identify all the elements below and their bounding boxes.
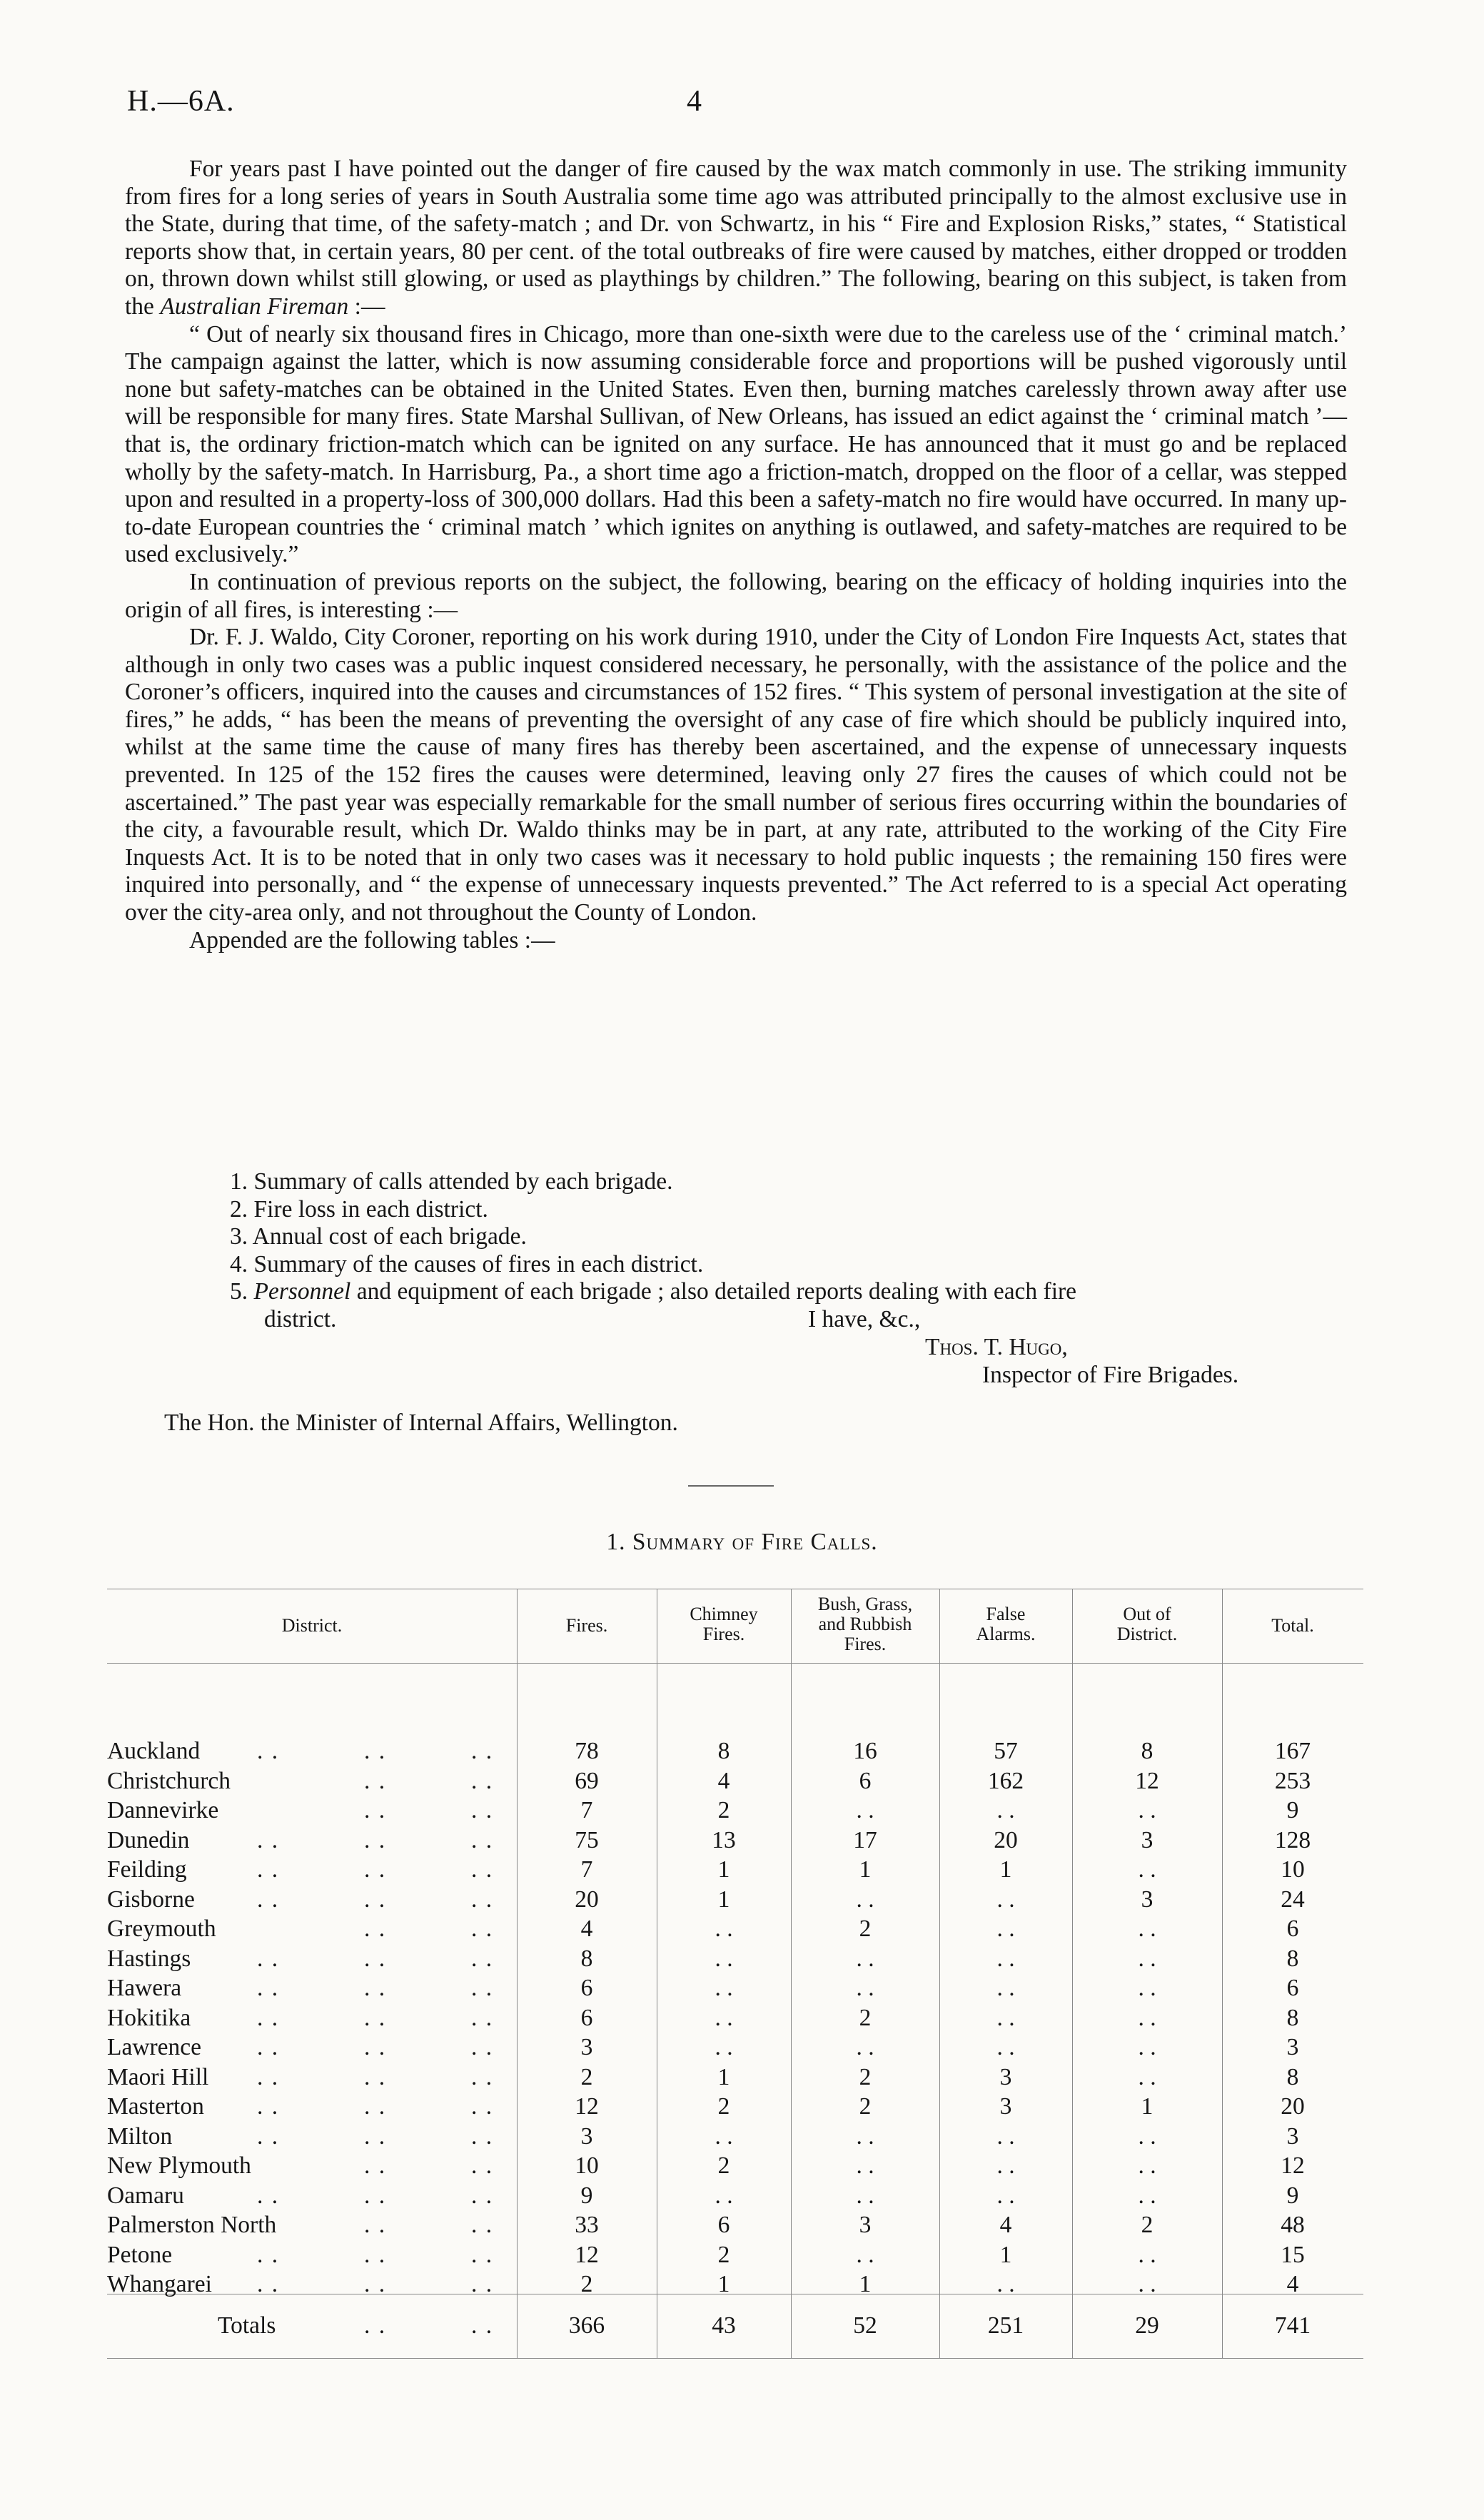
col-head-district: District. — [281, 1615, 343, 1636]
cell-chimney: 4 — [717, 1767, 730, 1794]
leader-dots: . . — [364, 1738, 387, 1764]
section-divider — [688, 1485, 774, 1487]
district-name: Feilding — [107, 1856, 187, 1883]
district-name: Gisborne — [107, 1886, 195, 1913]
table-row — [107, 2271, 1363, 2299]
totals-false: 251 — [987, 2312, 1024, 2339]
leader-dots: . . — [471, 2152, 494, 2179]
paragraph-appended: Appended are the following tables :— — [189, 926, 555, 953]
cell-fires: 33 — [575, 2212, 599, 2238]
col-head-total: Total. — [1271, 1615, 1314, 1636]
cell-out: . . — [1138, 2241, 1156, 2268]
district-name: Dunedin — [107, 1826, 190, 1853]
totals-fires: 366 — [568, 2312, 605, 2339]
totals-total: 741 — [1274, 2312, 1311, 2339]
district-name: Auckland — [107, 1738, 201, 1764]
cell-bush: 6 — [859, 1767, 872, 1794]
leader-dots: . . — [364, 2004, 387, 2031]
district-name: New Plymouth — [107, 2152, 251, 2179]
cell-false: 1 — [999, 2241, 1012, 2268]
leader-dots: . . — [471, 1975, 494, 2001]
report-body — [125, 156, 1347, 954]
leader-dots: . . — [257, 1826, 280, 1853]
cell-chimney: . . — [715, 1975, 733, 2001]
table-row — [107, 2152, 1363, 2181]
cell-total: 167 — [1274, 1738, 1311, 1764]
leader-dots: . . — [257, 2122, 280, 2150]
cell-fires: 8 — [580, 1945, 593, 1972]
totals-chimney: 43 — [712, 2312, 736, 2339]
leader-dots: . . — [364, 2212, 387, 2238]
cell-total: 8 — [1286, 1945, 1299, 1972]
cell-total: 6 — [1286, 1916, 1299, 1942]
header-rule — [107, 1663, 1363, 1664]
cell-chimney: 1 — [717, 1856, 730, 1883]
leader-dots: . . — [257, 2034, 280, 2060]
leader-dots: . . — [364, 1856, 387, 1883]
leader-dots: . . — [257, 2004, 280, 2031]
cell-fires: 6 — [580, 2004, 593, 2031]
table-row — [107, 2064, 1363, 2093]
leader-dots: . . — [364, 1826, 387, 1853]
leader-dots: . . — [471, 2004, 494, 2031]
leader-dots: . . — [257, 1856, 280, 1883]
cell-total: 8 — [1286, 2004, 1299, 2031]
cell-bush: 1 — [859, 1856, 872, 1883]
leader-dots: . . — [471, 1826, 494, 1853]
cell-chimney: 2 — [717, 2093, 730, 2120]
list-item: 2. Fire loss in each district. — [230, 1195, 488, 1223]
cell-out: . . — [1138, 2152, 1156, 2179]
cell-bush: . . — [856, 2122, 874, 2150]
cell-fires: 20 — [575, 1886, 599, 1913]
cell-out: . . — [1138, 1856, 1156, 1883]
cell-fires: 75 — [575, 1826, 599, 1853]
cell-total: 48 — [1281, 2212, 1305, 2238]
table-row — [107, 2212, 1363, 2240]
district-name: Whangarei — [107, 2271, 212, 2297]
table-row — [107, 1797, 1363, 1826]
district-name: Palmerston North — [107, 2212, 277, 2238]
cell-chimney: 1 — [717, 2063, 730, 2090]
cell-out: 12 — [1135, 1767, 1159, 1794]
table-row — [107, 1827, 1363, 1856]
cell-total: 6 — [1286, 1975, 1299, 2001]
cell-fires: 12 — [575, 2093, 599, 2120]
closing-line: I have, &c., — [808, 1306, 921, 1332]
cell-total: 3 — [1286, 2122, 1299, 2150]
list-item: 5. Personnel and equipment of each brigade ; also detailed reports dealing with each fire — [230, 1278, 1077, 1305]
cell-out: . . — [1138, 1945, 1156, 1972]
leader-dots: . . — [471, 1916, 494, 1942]
leader-dots: . . — [364, 2093, 387, 2120]
cell-chimney: . . — [715, 1945, 733, 1972]
cell-false: 162 — [987, 1767, 1024, 1794]
district-name: Hawera — [107, 1975, 182, 2001]
appended-tables-list — [230, 1168, 1347, 1334]
cell-chimney: 1 — [717, 2271, 730, 2297]
table-row — [107, 1886, 1363, 1915]
table-title: 1. Summary of Fire Calls. — [606, 1529, 878, 1555]
leader-dots: . . — [471, 2182, 494, 2209]
cell-false: . . — [996, 1797, 1015, 1823]
cell-out: . . — [1138, 2122, 1156, 2150]
cell-false: . . — [996, 2182, 1015, 2209]
cell-total: 12 — [1281, 2152, 1305, 2179]
leader-dots: . . — [257, 1975, 280, 2001]
totals-label: Totals — [218, 2312, 276, 2339]
leader-dots: . . — [364, 1797, 387, 1823]
leader-dots: . . — [257, 1945, 280, 1972]
cell-false: . . — [996, 2004, 1015, 2031]
cell-fires: 3 — [580, 2034, 593, 2060]
cell-false: 3 — [999, 2093, 1012, 2120]
cell-bush: 2 — [859, 1916, 872, 1942]
district-name: Petone — [107, 2241, 173, 2268]
table-row — [107, 2182, 1363, 2211]
totals-bush: 52 — [853, 2312, 877, 2339]
paragraph-wax-match: For years past I have pointed out the danger of fire caused by the wax match commonly in use. The striking immunity from fires for a long series of years in South Australia some time ago was attributed principally to the almost exclusive use in the State, during that time, of the safety-match ; and Dr. von Schwartz, in his “ Fire and Explosion Risks,” states, “ Statistical reports show that, in certain years, 80 per cent. of the total outbreaks of fire were caused by matches, either dropped or trodden on, thrown down whilst still glowing, or used as playthings by children.” The following, bearing on this subject, is taken from the Australian Fireman :— — [125, 156, 1347, 320]
cell-bush: . . — [856, 2152, 874, 2179]
cell-out: 8 — [1141, 1738, 1154, 1764]
cell-chimney: 2 — [717, 2152, 730, 2179]
leader-dots: . . — [471, 1738, 494, 1764]
leader-dots: . . — [471, 1767, 494, 1794]
leader-dots: . . — [364, 2063, 387, 2090]
leader-dots: . . — [471, 1797, 494, 1823]
cell-total: 4 — [1286, 2271, 1299, 2297]
cell-fires: 6 — [580, 1975, 593, 2001]
cell-fires: 69 — [575, 1767, 599, 1794]
district-name: Hokitika — [107, 2004, 191, 2031]
cell-chimney: 13 — [712, 1826, 736, 1853]
district-name: Maori Hill — [107, 2063, 209, 2090]
leader-dots: . . — [364, 2152, 387, 2179]
cell-total: 9 — [1286, 1797, 1299, 1823]
cell-total: 3 — [1286, 2034, 1299, 2060]
cell-out: . . — [1138, 2063, 1156, 2090]
cell-out: . . — [1138, 2034, 1156, 2060]
leader-dots: . . — [471, 1945, 494, 1972]
signatory-name: Thos. T. Hugo, — [925, 1334, 1068, 1360]
cell-out: 3 — [1141, 1826, 1154, 1853]
leader-dots: . . — [471, 2122, 494, 2150]
table-row — [107, 1975, 1363, 2003]
table-row — [107, 1856, 1363, 1885]
col-head-false: False Alarms. — [976, 1604, 1036, 1644]
cell-bush: . . — [856, 1945, 874, 1972]
cell-fires: 3 — [580, 2122, 593, 2150]
cell-false: . . — [996, 2271, 1015, 2297]
cell-out: . . — [1138, 1975, 1156, 2001]
cell-bush: 2 — [859, 2063, 872, 2090]
cell-false: 4 — [999, 2212, 1012, 2238]
leader-dots: . . — [257, 1738, 280, 1764]
cell-bush: 16 — [853, 1738, 877, 1764]
col-head-out: Out of District. — [1116, 1604, 1178, 1644]
leader-dots: . . — [364, 2271, 387, 2297]
leader-dots: . . — [364, 1886, 387, 1913]
leader-dots: . . — [471, 2093, 494, 2120]
leader-dots: . . — [364, 1767, 387, 1794]
leader-dots: . . — [364, 1945, 387, 1972]
district-name: Dannevirke — [107, 1797, 219, 1823]
cell-bush: . . — [856, 2182, 874, 2209]
leader-dots: . . — [471, 1886, 494, 1913]
cell-false: . . — [996, 1945, 1015, 1972]
table-row — [107, 2242, 1363, 2270]
cell-out: . . — [1138, 1797, 1156, 1823]
cell-chimney: 1 — [717, 1886, 730, 1913]
cell-bush: . . — [856, 1975, 874, 2001]
leader-dots: . . — [257, 2182, 280, 2209]
cell-chimney: . . — [715, 2122, 733, 2150]
table-row — [107, 2005, 1363, 2033]
cell-bush: 3 — [859, 2212, 872, 2238]
table-bottom-rule — [107, 2358, 1363, 2359]
col-head-bush: Bush, Grass, and Rubbish Fires. — [817, 1594, 913, 1654]
district-name: Masterton — [107, 2093, 204, 2120]
cell-bush: 2 — [859, 2093, 872, 2120]
cell-total: 9 — [1286, 2182, 1299, 2209]
cell-false: . . — [996, 1975, 1015, 2001]
table-row — [107, 2093, 1363, 2122]
cell-bush: . . — [856, 2034, 874, 2060]
table-row — [107, 1916, 1363, 1944]
leader-dots: . . — [471, 2034, 494, 2060]
cell-bush: . . — [856, 1886, 874, 1913]
cell-fires: 12 — [575, 2241, 599, 2268]
leader-dots: . . — [257, 2271, 280, 2297]
district-name: Hastings — [107, 1945, 191, 1972]
report-reference: H.—6A. — [127, 85, 235, 118]
cell-false: . . — [996, 2034, 1015, 2060]
leader-dots: . . — [471, 2312, 494, 2339]
cell-false: 1 — [999, 1856, 1012, 1883]
cell-chimney: . . — [715, 1916, 733, 1942]
paragraph-chicago-quote: “ Out of nearly six thousand fires in Chicago, more than one-sixth were due to the careless use of the ‘ criminal match.’ The campaign against the latter, which is now assuming considerable force and proportions will be pushed vigorously until none but safety-matches can be obtained in the United States. Even then, burning matches carelessly thrown away after use will be responsible for many fires. State Marshal Sullivan, of New Orleans, has issued an edict against the ‘ criminal match ’— that is, the ordinary friction-match which can be ignited on any surface. He has announced that it must go and be replaced wholly by the safety-match. In Harrisburg, Pa., a short time ago a friction-match, dropped on the floor of a cellar, was stepped upon and resulted in a property-loss of 300,000 dollars. Had this been a safety-match no fire would have occurred. In many up-to-date European countries the ‘ criminal match ’ which ignites on anything is outlawed, and safety-matches are required to be used exclusively.” — [125, 320, 1347, 568]
leader-dots: . . — [471, 2241, 494, 2268]
cell-chimney: . . — [715, 2034, 733, 2060]
leader-dots: . . — [257, 2093, 280, 2120]
leader-dots: . . — [471, 2271, 494, 2297]
leader-dots: . . — [364, 2034, 387, 2060]
cell-total: 10 — [1281, 1856, 1305, 1883]
leader-dots: . . — [471, 1856, 494, 1883]
cell-false: . . — [996, 2152, 1015, 2179]
leader-dots: . . — [364, 1916, 387, 1942]
cell-out: . . — [1138, 2182, 1156, 2209]
cell-bush: . . — [856, 2241, 874, 2268]
cell-bush: 1 — [859, 2271, 872, 2297]
source-title: Australian Fireman — [160, 293, 349, 320]
cell-total: 24 — [1281, 1886, 1305, 1913]
leader-dots: . . — [257, 2241, 280, 2268]
leader-dots: . . — [364, 2312, 387, 2339]
cell-chimney: 6 — [717, 2212, 730, 2238]
list-item: 4. Summary of the causes of fires in each district. — [230, 1250, 704, 1277]
cell-bush: 17 — [853, 1826, 877, 1853]
cell-total: 15 — [1281, 2241, 1305, 2268]
cell-out: . . — [1138, 1916, 1156, 1942]
cell-chimney: 2 — [717, 2241, 730, 2268]
cell-chimney: 8 — [717, 1738, 730, 1764]
paragraph-waldo-report: Dr. F. J. Waldo, City Coroner, reporting on his work during 1910, under the City of London Fire Inquests Act, states that although in only two cases was a public inquest considered necessary, he personally, with the assistance of the police and the Coroner’s officers, inquired into the causes and circumstances of 152 fires. “ This system of personal investigation at the site of fires,” he adds, “ has been the means of preventing the oversight of any case of fire which should be publicly inquired into, whilst at the same time the cause of many fires has thereby been ascertained, and the expense of unnecessary inquests prevented. In 125 of the 152 fires the causes were determined, leaving only 27 fires the causes of which could not be ascertained.” The past year was especially remarkable for the small number of serious fires occurring within the boundaries of the city, a favourable result, which Dr. Waldo thinks may be in part, at any rate, attributed to the working of the City Fire Inquests Act. It is to be noted that in only two cases was it necessary to hold public inquests ; the remaining 150 fires were inquired into personally, and “ the expense of unnecessary inquests prevented.” The Act referred to is a special Act operating over the city-area only, and not throughout the County of London. — [125, 624, 1347, 926]
col-head-chimney: Chimney Fires. — [690, 1604, 758, 1644]
cell-out: 2 — [1141, 2212, 1154, 2238]
district-name: Christchurch — [107, 1767, 231, 1794]
cell-out: . . — [1138, 2271, 1156, 2297]
cell-total: 253 — [1274, 1767, 1311, 1794]
leader-dots: . . — [364, 2182, 387, 2209]
table-row — [107, 1738, 1363, 1766]
cell-false: . . — [996, 1916, 1015, 1942]
cell-bush: 2 — [859, 2004, 872, 2031]
cell-fires: 10 — [575, 2152, 599, 2179]
cell-out: 3 — [1141, 1886, 1154, 1913]
totals-out: 29 — [1135, 2312, 1159, 2339]
cell-fires: 9 — [580, 2182, 593, 2209]
leader-dots: . . — [364, 2122, 387, 2150]
cell-bush: . . — [856, 1797, 874, 1823]
district-name: Oamaru — [107, 2182, 184, 2209]
leader-dots: . . — [257, 2063, 280, 2090]
table-row — [107, 2123, 1363, 2152]
cell-total: 8 — [1286, 2063, 1299, 2090]
district-name: Lawrence — [107, 2034, 202, 2060]
list-item: 1. Summary of calls attended by each brigade. — [230, 1168, 673, 1195]
cell-chimney: . . — [715, 2004, 733, 2031]
cell-false: 57 — [994, 1738, 1018, 1764]
leader-dots: . . — [364, 1975, 387, 2001]
list-item-continuation: district. — [264, 1305, 337, 1332]
cell-fires: 2 — [580, 2271, 593, 2297]
cell-fires: 78 — [575, 1738, 599, 1764]
table-row — [107, 2034, 1363, 2063]
cell-out: . . — [1138, 2004, 1156, 2031]
leader-dots: . . — [257, 1886, 280, 1913]
district-name: Greymouth — [107, 1916, 216, 1942]
cell-total: 20 — [1281, 2093, 1305, 2120]
cell-fires: 2 — [580, 2063, 593, 2090]
table-row — [107, 1768, 1363, 1796]
district-name: Milton — [107, 2122, 173, 2150]
leader-dots: . . — [471, 2212, 494, 2238]
addressee: The Hon. the Minister of Internal Affairs, Wellington. — [164, 1410, 678, 1436]
cell-false: 20 — [994, 1826, 1018, 1853]
cell-chimney: 2 — [717, 1797, 730, 1823]
cell-total: 128 — [1274, 1826, 1311, 1853]
cell-fires: 4 — [580, 1916, 593, 1942]
list-item: 3. Annual cost of each brigade. — [230, 1223, 527, 1250]
totals-row — [107, 2312, 1363, 2341]
leader-dots: . . — [364, 2241, 387, 2268]
cell-false: . . — [996, 2122, 1015, 2150]
cell-false: 3 — [999, 2063, 1012, 2090]
cell-fires: 7 — [580, 1856, 593, 1883]
paragraph-continuation: In continuation of previous reports on the subject, the following, bearing on the efficacy of holding inquiries into the origin of all fires, is interesting :— — [125, 568, 1347, 623]
col-head-fires: Fires. — [565, 1615, 608, 1636]
cell-false: . . — [996, 1886, 1015, 1913]
fire-calls-table — [107, 1570, 1363, 2362]
leader-dots: . . — [471, 2063, 494, 2090]
cell-out: 1 — [1141, 2093, 1154, 2120]
cell-chimney: . . — [715, 2182, 733, 2209]
signatory-title: Inspector of Fire Brigades. — [982, 1362, 1239, 1388]
cell-fires: 7 — [580, 1797, 593, 1823]
page-number: 4 — [687, 85, 702, 118]
table-row — [107, 1945, 1363, 1974]
